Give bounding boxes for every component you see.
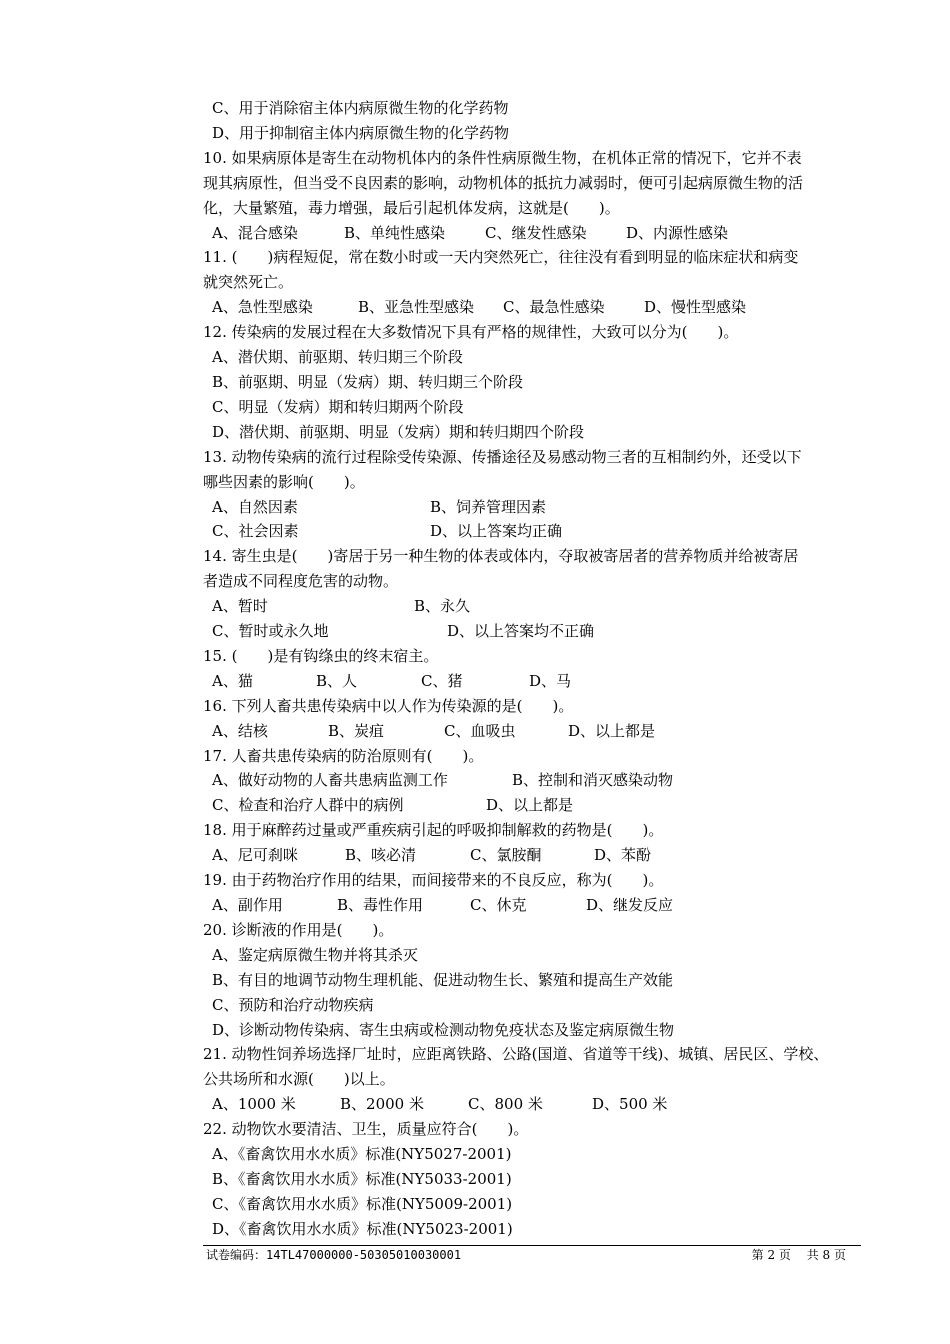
question-text: 10. 如果病原体是寄生在动物机体内的条件性病原微生物，在机体正常的情况下，它并不表 [203, 148, 802, 167]
question-text: 化，大量繁殖，毒力增强，最后引起机体发病，这就是( )。 [203, 198, 620, 217]
option-text: C、预防和治疗动物疾病 [212, 995, 374, 1014]
option-text: A、《畜禽饮用水水质》标准(NY5027-2001) [212, 1145, 512, 1164]
option-row [203, 519, 860, 544]
option-row [203, 495, 860, 520]
question-text: 者造成不同程度危害的动物。 [203, 572, 399, 591]
option-text: D、潜伏期、前驱期、明显（发病）期和转归期四个阶段 [212, 422, 585, 441]
option-text: A、猫 [212, 671, 253, 690]
question-text: 12. 传染病的发展过程在大多数情况下具有严格的规律性，大致可以分为( )。 [203, 323, 739, 342]
question-text: 就突然死亡。 [203, 273, 294, 292]
option-text: A、1000 米 [212, 1095, 296, 1114]
option-row [203, 893, 860, 918]
option-text: D、用于抑制宿主体内病原微生物的化学药物 [212, 123, 510, 142]
option-row [203, 1092, 860, 1117]
option-text: A、潜伏期、前驱期、转归期三个阶段 [212, 348, 463, 367]
option-text: D、以上答案均正确 [430, 522, 563, 541]
option-text: C、休克 [470, 896, 527, 914]
option-text: B、亚急性型感染 [358, 298, 475, 317]
option-text: C、用于消除宿主体内病原微生物的化学药物 [212, 99, 509, 117]
option-text: C、最急性感染 [503, 298, 605, 317]
question-text: 15. ( )是有钩绦虫的终末宿主。 [203, 646, 439, 665]
option-text: B、炭疽 [328, 721, 385, 740]
question-text: 16. 下列人畜共患传染病中以人作为传染源的是( )。 [203, 696, 574, 715]
option-text: C、继发性感染 [485, 223, 587, 242]
option-text: D、以上答案均不正确 [447, 622, 595, 641]
option-text: A、尼可刹咪 [212, 846, 298, 865]
option-row [203, 594, 860, 619]
question-text: 22. 动物饮水要清洁、卫生，质量应符合( )。 [203, 1120, 529, 1139]
page-footer [206, 1247, 846, 1263]
option-text: D、继发反应 [586, 896, 674, 914]
option-text: D、诊断动物传染病、寄生虫病或检测动物免疫状态及鉴定病原微生物 [212, 1020, 675, 1039]
option-text: C、社会因素 [212, 522, 299, 541]
question-list [203, 96, 860, 1242]
page-number: 第 2 页 共 8 页 [751, 1248, 846, 1262]
question-text: 13. 动物传染病的流行过程除受传染源、传播途径及易感动物三者的互相制约外，还受以下 [203, 447, 802, 466]
option-text: A、做好动物的人畜共患病监测工作 [212, 771, 448, 790]
option-text: B、2000 米 [340, 1095, 424, 1114]
option-text: B、永久 [414, 597, 471, 616]
question-text: 17. 人畜共患传染病的防治原则有( )。 [203, 746, 484, 765]
option-text: D、苯酚 [594, 846, 652, 865]
question-text: 21. 动物性饲养场选择厂址时，应距离铁路、公路(国道、省道等干线)、城镇、居民区、学校、 [203, 1045, 829, 1064]
option-text: C、氯胺酮 [470, 846, 542, 865]
question-text: 14. 寄生虫是( )寄居于另一种生物的体表或体内，夺取被寄居者的营养物质并给被寄居 [203, 547, 799, 566]
option-text: D、内源性感染 [626, 223, 729, 242]
option-text: B、有目的地调节动物生理机能、促进动物生长、繁殖和提高生产效能 [212, 970, 674, 989]
question-text: 11. ( )病程短促，常在数小时或一天内突然死亡，往往没有看到明显的临床症状和病变 [203, 248, 799, 267]
option-text: C、800 米 [468, 1095, 543, 1114]
option-row [203, 221, 860, 246]
option-text: A、自然因素 [212, 497, 298, 516]
option-text: C、明显（发病）期和转归期两个阶段 [212, 397, 464, 416]
question-text: 哪些因素的影响( )。 [203, 472, 365, 491]
option-text: C、《畜禽饮用水水质》标准(NY5009-2001) [212, 1194, 513, 1213]
option-text: B、《畜禽饮用水水质》标准(NY5033-2001) [212, 1169, 512, 1188]
option-text: B、控制和消灭感染动物 [512, 771, 674, 790]
option-text: A、混合感染 [212, 223, 298, 242]
option-text: C、血吸虫 [444, 721, 516, 740]
option-text: D、500 米 [592, 1095, 668, 1114]
question-text: 19. 由于药物治疗作用的结果，而间接带来的不良反应，称为( )。 [203, 871, 664, 890]
option-text: C、暂时或永久地 [212, 622, 329, 641]
option-row [203, 295, 860, 320]
option-text: D、以上都是 [568, 721, 656, 740]
option-text: D、慢性型感染 [644, 298, 747, 317]
paper-code [206, 1247, 461, 1263]
option-text: A、结核 [212, 721, 268, 740]
option-text: B、咳必清 [345, 846, 417, 865]
option-text: A、副作用 [212, 896, 283, 914]
option-row [203, 793, 860, 818]
option-text: D、以上都是 [486, 796, 574, 815]
option-text: B、前驱期、明显（发病）期、转归期三个阶段 [212, 372, 524, 391]
footer-divider [203, 1245, 861, 1246]
option-text: B、饲养管理因素 [430, 497, 547, 516]
option-text: C、检查和治疗人群中的病例 [212, 796, 404, 815]
option-row [203, 719, 860, 744]
paper-code-value: 14TL47000000-50305010030001 [266, 1248, 462, 1262]
option-row [203, 669, 860, 694]
option-text: A、急性型感染 [212, 298, 313, 317]
option-text: A、鉴定病原微生物并将其杀灭 [212, 945, 418, 964]
question-text: 公共场所和水源( )以上。 [203, 1070, 395, 1089]
option-text: D、《畜禽饮用水水质》标准(NY5023-2001) [212, 1219, 513, 1238]
question-text: 20. 诊断液的作用是( )。 [203, 920, 394, 939]
question-text: 现其病原性，但当受不良因素的影响，动物机体的抵抗力减弱时，便可引起病原微生物的活 [203, 173, 804, 192]
option-text: A、暂时 [212, 597, 268, 616]
option-text: B、毒性作用 [337, 896, 424, 914]
option-text: B、单纯性感染 [344, 223, 446, 242]
option-text: C、猪 [421, 671, 463, 690]
option-text: D、马 [529, 671, 572, 690]
option-row [203, 768, 860, 793]
question-text: 18. 用于麻醉药过量或严重疾病引起的呼吸抑制解救的药物是( )。 [203, 821, 664, 840]
paper-code-label: 试卷编码： [206, 1248, 267, 1262]
option-row [203, 843, 860, 868]
option-text: B、人 [316, 671, 358, 690]
option-row [203, 619, 860, 644]
